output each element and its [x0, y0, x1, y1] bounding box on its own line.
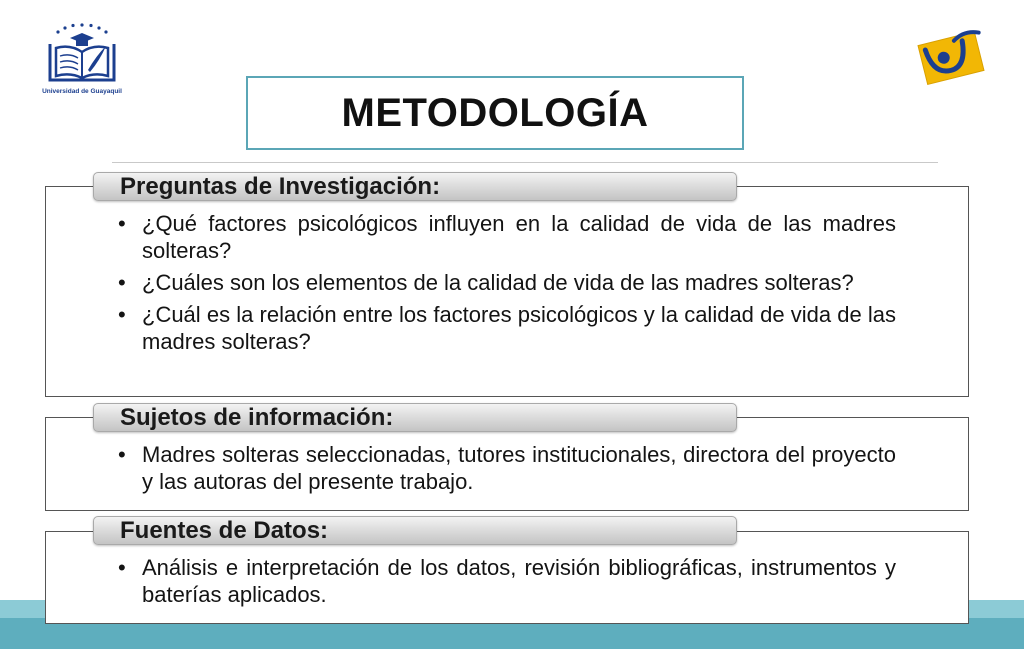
page-title: METODOLOGÍA [341, 90, 649, 135]
list-item: • Análisis e interpretación de los datos, revisión bibliográficas, instrumentos y baterías aplicados. [46, 554, 968, 608]
section-heading-tab [93, 172, 737, 201]
list-item: • ¿Qué factores psicológicos influyen en la calidad de vida de las madres solteras? [46, 210, 968, 264]
list-item: • ¿Cuáles son los elementos de la calidad de vida de las madres solteras? [46, 269, 968, 296]
section-heading: Sujetos de información: [120, 404, 394, 431]
title-divider [112, 162, 938, 163]
section-heading: Fuentes de Datos: [120, 517, 329, 544]
list-item: • ¿Cuál es la relación entre los factores psicológicos y la calidad de vida de las madres solteras? [46, 301, 968, 355]
section-heading-tab [93, 403, 737, 432]
section-research-questions [45, 186, 969, 397]
university-emblem [908, 26, 994, 90]
section-heading: Preguntas de Investigación: [120, 173, 441, 200]
university-book-logo-icon [40, 22, 124, 88]
university-logo [40, 22, 124, 100]
section-heading-tab [93, 516, 737, 545]
university-emblem-logo-icon [908, 26, 994, 90]
university-caption: Universidad de Guayaquil [42, 88, 122, 95]
title-box [246, 76, 744, 150]
list-item: • Madres solteras seleccionadas, tutores institucionales, directora del proyecto y las autoras del presente trabajo. [46, 441, 968, 495]
